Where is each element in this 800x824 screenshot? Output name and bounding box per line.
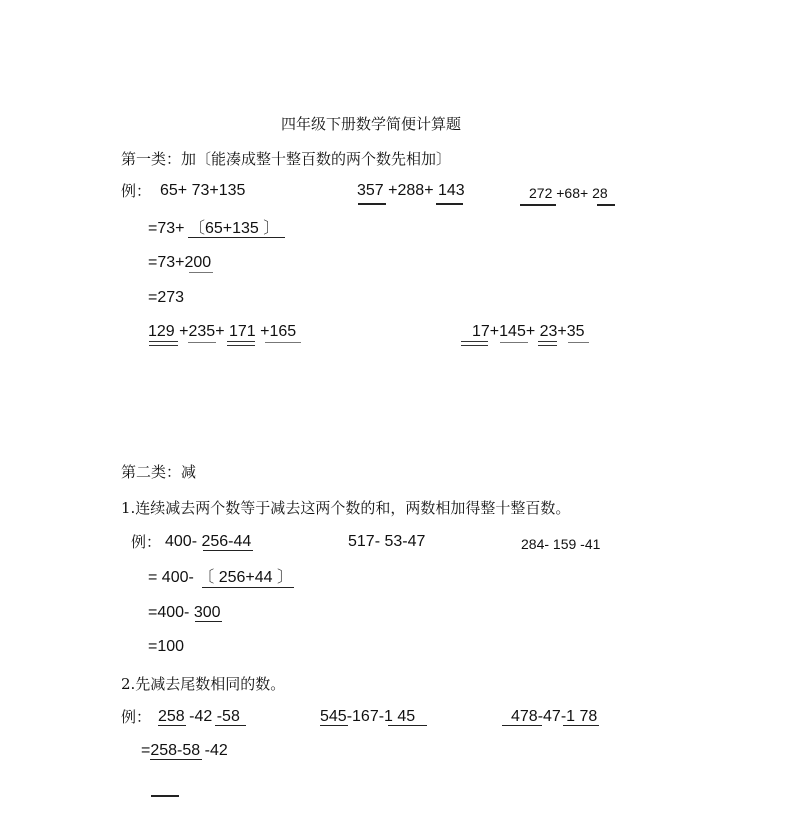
prob1-term-b: +235+: [174, 323, 229, 340]
cat2-step4-terms: 258-58: [150, 742, 201, 759]
underline: [520, 204, 556, 206]
underline: [150, 759, 202, 760]
cat2-step2-prefix: =400-: [148, 604, 194, 621]
cat2-step-3: =100: [148, 638, 185, 655]
cat2-example-5: [320, 707, 415, 727]
cat2-example-1: [165, 532, 251, 552]
double-underline: [538, 341, 557, 346]
underline: [568, 342, 589, 343]
underline: [189, 272, 213, 273]
prob2-term-d: +35: [557, 323, 585, 340]
double-underline: [227, 341, 255, 346]
cat2-ex1-prefix: 400-: [165, 533, 202, 550]
step1-prefix: =73+: [148, 220, 189, 237]
step1-bracket: 〔65+135 〕: [188, 220, 280, 237]
cat2-example-2: 517- 53-47: [348, 533, 426, 550]
underline: [158, 725, 186, 726]
underline: [202, 587, 294, 588]
double-underline: [149, 341, 178, 346]
cat2-step1-prefix: = 400-: [148, 569, 199, 586]
underline: [195, 621, 222, 622]
cat2-ex4-b: -42: [184, 708, 217, 725]
cat2-step4-rest: -42: [200, 742, 228, 759]
ex2-term-c: 143: [437, 182, 465, 199]
underline: [388, 725, 427, 726]
underline: [597, 204, 615, 206]
double-underline: [461, 341, 488, 346]
category-1-heading: 第一类：加〔能凑成整十整百数的两个数先相加〕: [121, 150, 452, 168]
cat2-step4-eq: =: [141, 742, 151, 759]
cat2-ex5-a: 545: [320, 708, 347, 725]
cat1-problem-1: [148, 322, 296, 342]
answer-blank: [151, 795, 179, 797]
cat2-example-6: 478-47-1 78: [511, 708, 598, 725]
cat1-example-1: 65+ 73+135: [160, 182, 246, 199]
page-title: 四年级下册数学简便计算题: [281, 115, 462, 133]
underline: [188, 342, 216, 343]
category-2-heading: 第二类：减: [121, 463, 197, 481]
cat2-step-4: [141, 741, 228, 761]
cat1-problem-2: [472, 322, 585, 342]
cat2-ex1-terms: 256-44: [201, 533, 252, 550]
cat2-step2-value: 300: [193, 604, 221, 621]
cat2-example-4: [158, 707, 240, 727]
underline: [188, 237, 285, 238]
underline: [502, 725, 542, 726]
underline: [265, 342, 301, 343]
cat1-step-2: =73+200: [148, 254, 212, 271]
underline: [320, 725, 348, 726]
cat2-ex5-b: -167-1 45: [346, 708, 416, 725]
prob2-term-c: 23: [539, 323, 558, 340]
cat1-example-2: [357, 181, 465, 201]
underline: [436, 203, 463, 205]
ex3-term-b: +68+: [552, 185, 593, 201]
cat1-example-3: [529, 183, 608, 203]
underline: [203, 550, 253, 551]
example-label-3: 例：: [121, 708, 152, 726]
cat2-ex4-a: 258: [158, 708, 185, 725]
example-label-1: 例：: [121, 182, 152, 200]
cat2-rule-1: 1.连续减去两个数等于减去这两个数的和，两数相加得整十整百数。: [121, 499, 571, 517]
cat1-step-3: =273: [148, 289, 185, 306]
prob1-term-c: 171: [228, 323, 256, 340]
cat2-example-3: 284- 159 -41: [521, 536, 601, 552]
cat2-step1-bracket: 〔 256+44 〕: [198, 569, 293, 586]
underline: [358, 203, 386, 205]
cat1-step-1: [148, 219, 279, 239]
ex3-term-a: 272: [529, 185, 553, 201]
cat2-ex4-c: -58: [216, 708, 240, 725]
prob2-term-b: +145+: [489, 323, 540, 340]
prob1-term-a: 129: [148, 323, 175, 340]
underline: [500, 342, 528, 343]
prob1-term-d: +165: [255, 323, 297, 340]
example-label-2: 例：: [131, 533, 162, 551]
cat2-step-2: [148, 603, 221, 623]
cat2-rule-2: 2.先减去尾数相同的数。: [121, 675, 286, 693]
cat2-step-1: [148, 568, 293, 588]
underline: [215, 725, 246, 726]
underline: [563, 725, 599, 726]
prob2-term-a: 17: [472, 323, 490, 340]
ex2-term-a: 357: [357, 182, 384, 199]
ex2-term-b: +288+: [383, 182, 438, 199]
ex3-term-c: 28: [592, 185, 608, 201]
